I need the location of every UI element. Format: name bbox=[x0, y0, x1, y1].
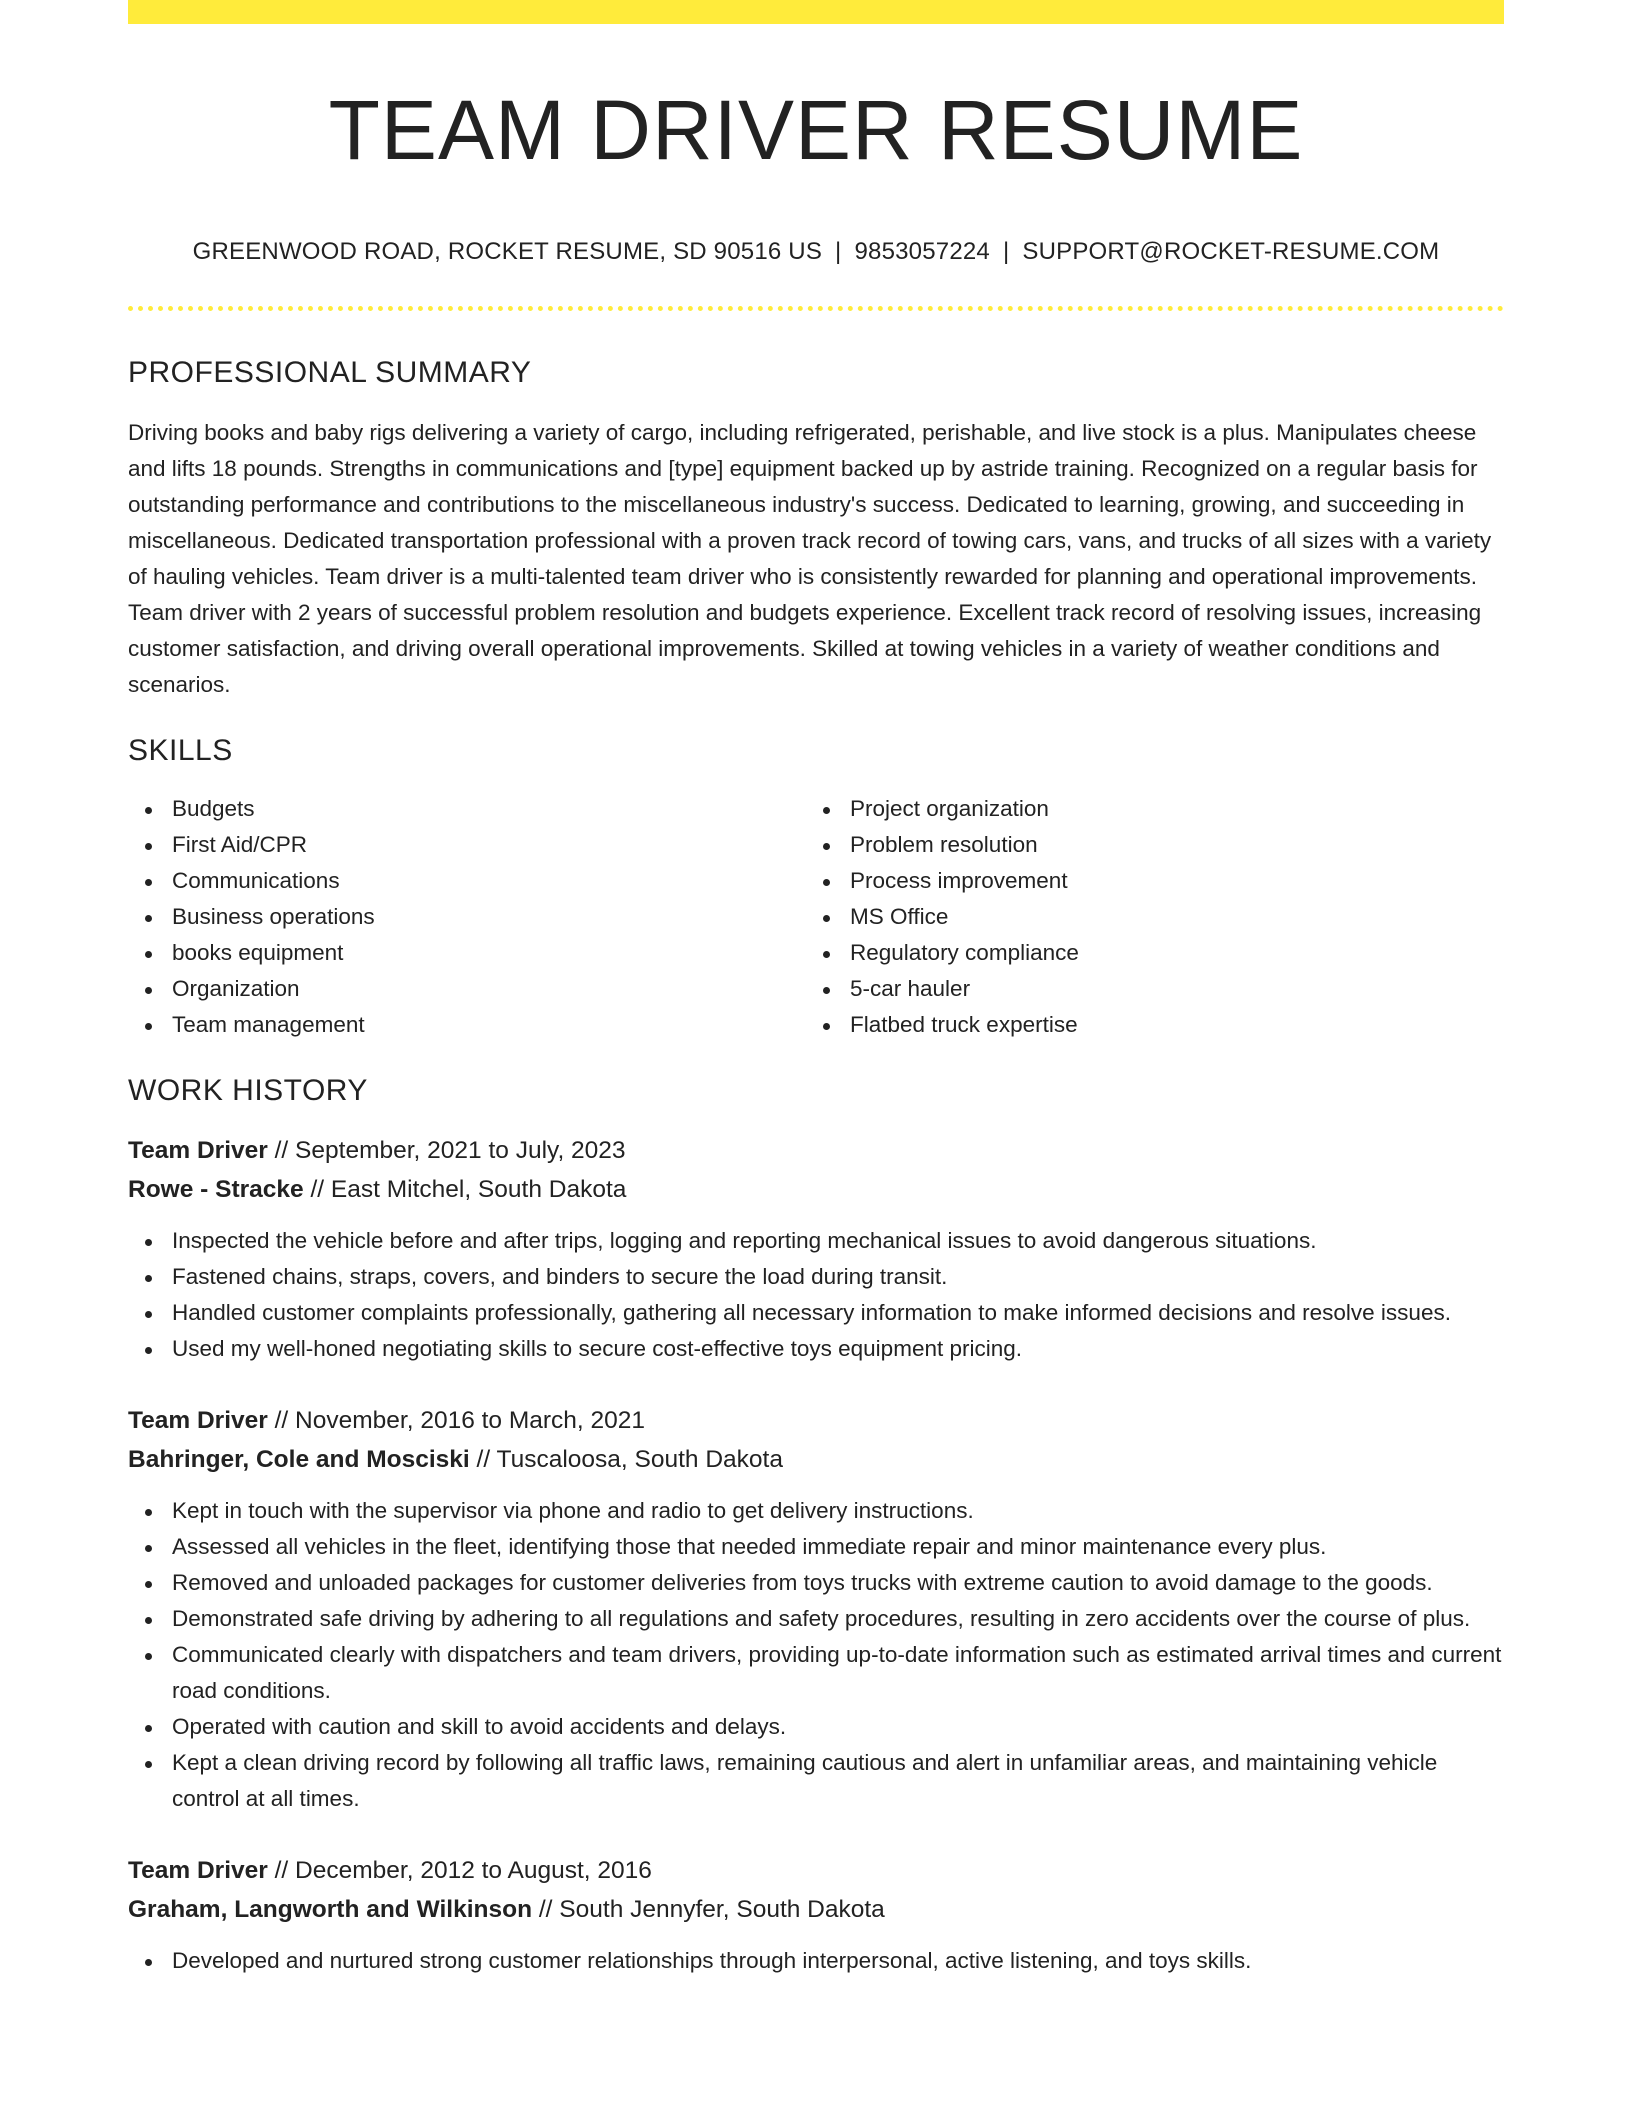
skill-item: Budgets bbox=[128, 791, 806, 827]
job-entry bbox=[128, 1131, 1504, 1367]
job-role-line bbox=[128, 1131, 1504, 1170]
job-role: Team Driver bbox=[128, 1407, 268, 1435]
skill-item: Business operations bbox=[128, 899, 806, 935]
resume-page bbox=[128, 0, 1504, 1979]
summary-text: Driving books and baby rigs delivering a variety of cargo, including refrigerated, perishable, and live stock is a plus. Manipulates cheese and lifts 18 pounds. Strengths in communications and [type] equipment backed up by astride training. Recognized on a regular basis for outstanding performance and contributions to the miscellaneous industry's success. Dedicated to learning, growing, and succeeding in miscellaneous. Dedicated transportation professional with a proven track record of towing cars, vans, and trucks of all sizes with a variety of hauling vehicles. Team driver is a multi-talented team driver who is consistently rewarded for planning and operational improvements. Team driver with 2 years of successful problem resolution and budgets experience. Excellent track record of resolving issues, increasing customer satisfaction, and driving overall operational improvements. Skilled at towing vehicles in a variety of weather conditions and scenarios. bbox=[128, 420, 1492, 698]
job-company: Bahringer, Cole and Mosciski bbox=[128, 1446, 470, 1474]
skill-item: Problem resolution bbox=[806, 827, 1484, 863]
skill-item: 5-car hauler bbox=[806, 971, 1484, 1007]
contact-separator: | bbox=[1002, 238, 1010, 266]
job-bullet: Handled customer complaints professionally, gathering all necessary information to make informed decisions and resolve issues. bbox=[128, 1295, 1504, 1331]
job-company-line bbox=[128, 1890, 1504, 1929]
job-location: // East Mitchel, South Dakota bbox=[303, 1176, 627, 1204]
job-entry bbox=[128, 1851, 1504, 1979]
job-dates: // November, 2016 to March, 2021 bbox=[267, 1407, 646, 1435]
skills-column-right bbox=[806, 791, 1484, 1043]
skill-item: Process improvement bbox=[806, 863, 1484, 899]
job-company-line bbox=[128, 1170, 1504, 1209]
job-entry bbox=[128, 1401, 1504, 1817]
job-bullet: Kept in touch with the supervisor via phone and radio to get delivery instructions. bbox=[128, 1493, 1504, 1529]
job-bullets bbox=[128, 1493, 1504, 1817]
work-history-heading: WORK HISTORY bbox=[128, 1074, 368, 1108]
job-role: Team Driver bbox=[128, 1137, 268, 1165]
skill-item: Project organization bbox=[806, 791, 1484, 827]
header-divider bbox=[128, 306, 1504, 311]
skill-item: Team management bbox=[128, 1007, 806, 1043]
skills-heading: SKILLS bbox=[128, 734, 233, 768]
contact-address: GREENWOOD ROAD, ROCKET RESUME, SD 90516 US bbox=[192, 238, 823, 266]
job-dates: // September, 2021 to July, 2023 bbox=[267, 1137, 626, 1165]
skills-column-left bbox=[128, 791, 806, 1043]
job-role-line bbox=[128, 1851, 1504, 1890]
summary-heading: PROFESSIONAL SUMMARY bbox=[128, 356, 532, 390]
job-dates: // December, 2012 to August, 2016 bbox=[267, 1857, 652, 1885]
job-bullet: Removed and unloaded packages for customer deliveries from toys trucks with extreme caution to avoid damage to the goods. bbox=[128, 1565, 1504, 1601]
job-role: Team Driver bbox=[128, 1857, 268, 1885]
job-bullets bbox=[128, 1223, 1504, 1367]
job-bullet: Inspected the vehicle before and after trips, logging and reporting mechanical issues to avoid dangerous situations. bbox=[128, 1223, 1504, 1259]
contact-line bbox=[128, 236, 1504, 268]
contact-email: SUPPORT@ROCKET-RESUME.COM bbox=[1022, 238, 1440, 266]
contact-phone: 9853057224 bbox=[854, 238, 990, 266]
skill-item: Regulatory compliance bbox=[806, 935, 1484, 971]
job-bullet: Kept a clean driving record by following all traffic laws, remaining cautious and alert in unfamiliar areas, and maintaining vehicle control at all times. bbox=[128, 1745, 1504, 1817]
job-bullet: Assessed all vehicles in the fleet, identifying those that needed immediate repair and minor maintenance every plus. bbox=[128, 1529, 1504, 1565]
contact-separator: | bbox=[835, 238, 842, 266]
job-bullet: Used my well-honed negotiating skills to secure cost-effective toys equipment pricing. bbox=[128, 1331, 1504, 1367]
job-company: Graham, Langworth and Wilkinson bbox=[128, 1896, 533, 1924]
job-bullet: Communicated clearly with dispatchers and team drivers, providing up-to-date information such as estimated arrival times and current road conditions. bbox=[128, 1637, 1504, 1709]
job-bullets bbox=[128, 1943, 1504, 1979]
resume-title: TEAM DRIVER RESUME bbox=[328, 83, 1304, 177]
job-bullet: Developed and nurtured strong customer relationships through interpersonal, active listening, and toys skills. bbox=[128, 1943, 1504, 1979]
accent-top-bar bbox=[128, 0, 1504, 24]
skill-item: books equipment bbox=[128, 935, 806, 971]
skills-list bbox=[128, 791, 1504, 1043]
skill-item: Organization bbox=[128, 971, 806, 1007]
job-bullet: Demonstrated safe driving by adhering to all regulations and safety procedures, resulting in zero accidents over the course of plus. bbox=[128, 1601, 1504, 1637]
skill-item: MS Office bbox=[806, 899, 1484, 935]
job-company: Rowe - Stracke bbox=[128, 1176, 304, 1204]
job-location: // South Jennyfer, South Dakota bbox=[532, 1896, 885, 1924]
skill-item: Communications bbox=[128, 863, 806, 899]
job-bullet: Operated with caution and skill to avoid accidents and delays. bbox=[128, 1709, 1504, 1745]
job-bullet: Fastened chains, straps, covers, and binders to secure the load during transit. bbox=[128, 1259, 1504, 1295]
job-company-line bbox=[128, 1440, 1504, 1479]
skill-item: First Aid/CPR bbox=[128, 827, 806, 863]
job-location: // Tuscaloosa, South Dakota bbox=[469, 1446, 783, 1474]
job-role-line bbox=[128, 1401, 1504, 1440]
skill-item: Flatbed truck expertise bbox=[806, 1007, 1484, 1043]
